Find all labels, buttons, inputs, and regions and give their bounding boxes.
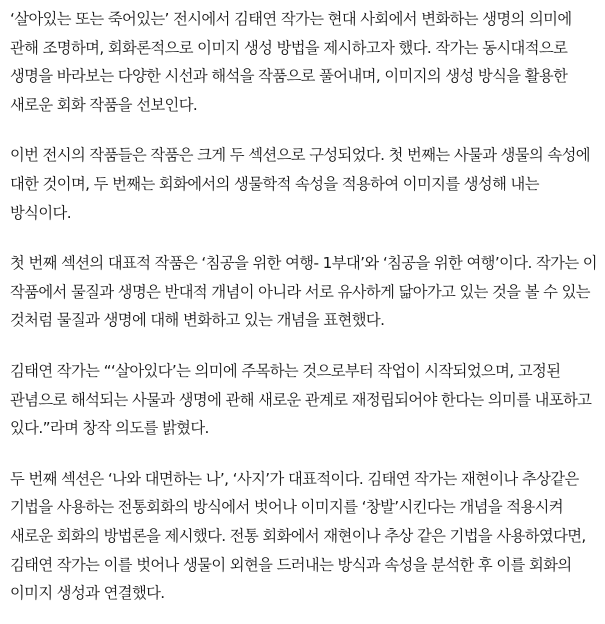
paragraph-2: 이번 전시의 작품들은 작품은 크게 두 섹션으로 구성되었다. 첫 번째는 사물과 생물의 속성에 대한 것이며, 두 번째는 회화에서의 생물학적 속성을 적용하여 이미지를 생성해 내는 방식이다.: [10, 146, 590, 222]
paragraph-1: ‘살아있는 또는 죽어있는’ 전시에서 김태연 작가는 현대 사회에서 변화하는 생명의 의미에 관해 조명하며, 회화론적으로 이미지 생성 방법을 제시하고자 했다. 작가는 동시대적으로 생명을 바라보는 다양한 시선과 해석을 작품으로 풀어내며, 이미지의 생성 방식을 활용한 새로운 회화 작품을 선보인다.: [10, 10, 572, 114]
paragraph-5: 두 번째 섹션은 ‘나와 대면하는 나’, ‘사지’가 대표적이다. 김태연 작가는 재현이나 추상같은 기법을 사용하는 전통회화의 방식에서 벗어나 이미지를 ‘창발’시킨다는 개념을 적용시켜 새로운 회화의 방법론을 제시했다. 전통 회화에서 재현이나 추상 같은 기법을 사용하였다면, 김태연 작가는 이를 벗어나 생물이 외현을 드러내는 방식과 속성을 분석한 후 이를 회화의 이미지 생성과 연결했다.: [10, 469, 586, 603]
paragraph-3: 첫 번째 섹션의 대표적 작품은 ‘침공을 위한 여행- 1부대’와 ‘침공을 위한 여행’이다. 작가는 이 작품에서 물질과 생명은 반대적 개념이 아니라 서로 유사하게 닮아가고 있는 것을 볼 수 있는 것처럼 물질과 생명에 대해 변화하고 있는 개념을 표현했다.: [10, 254, 597, 330]
paragraph-4: 김태연 작가는 “‘살아있다’는 의미에 주목하는 것으로부터 작업이 시작되었으며, 고정된 관념으로 해석되는 사물과 생명에 관해 새로운 관계로 재정립되어야 한다는 의미를 내포하고 있다.”라며 창작 의도를 밝혔다.: [10, 361, 592, 438]
